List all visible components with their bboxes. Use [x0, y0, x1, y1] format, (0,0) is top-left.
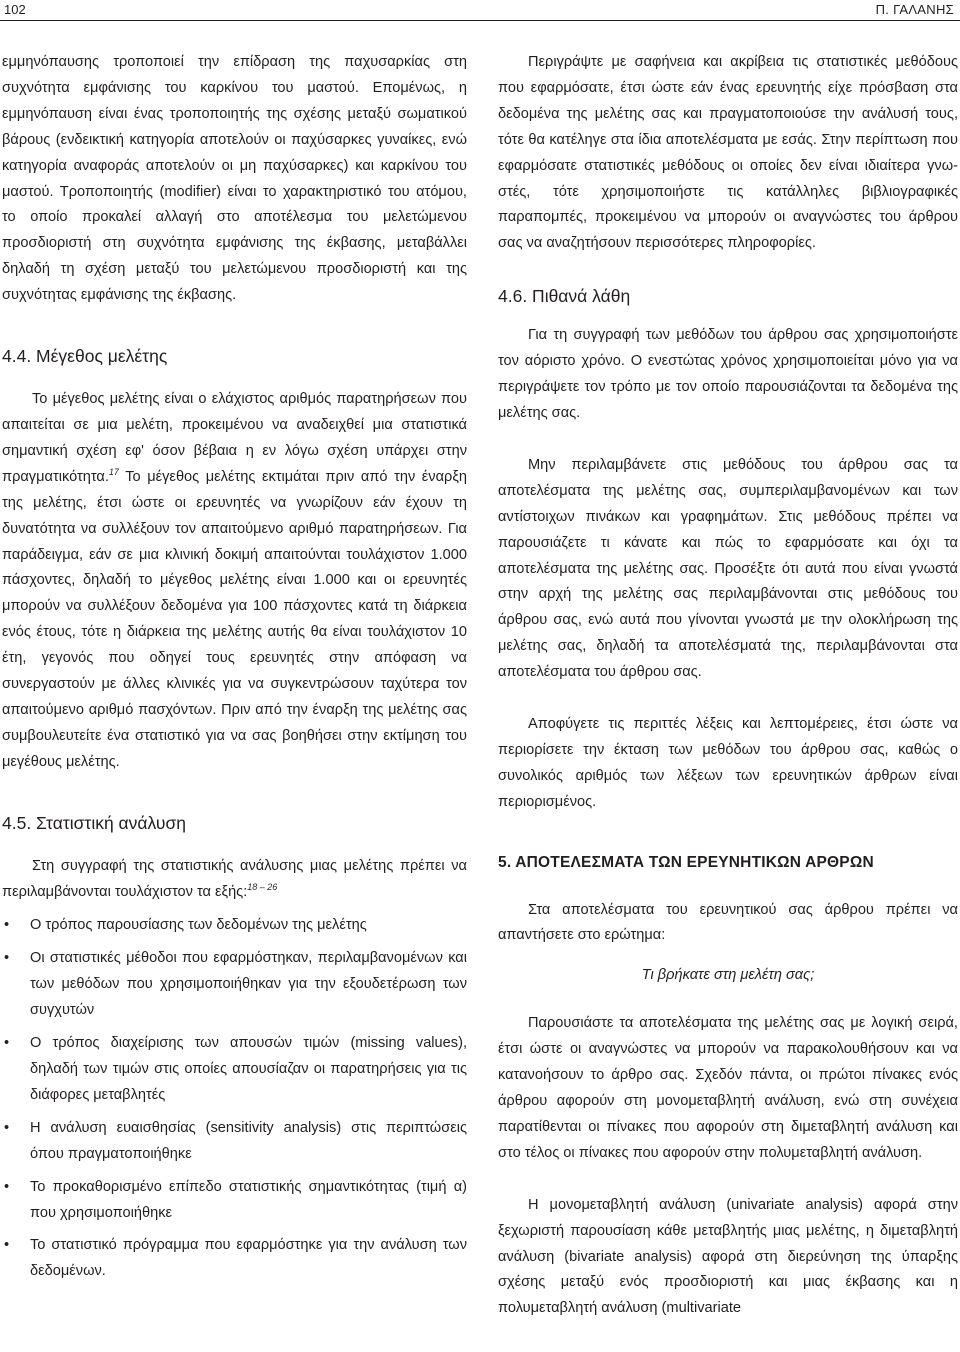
statistical-analysis-list — [2, 913, 467, 1285]
list-item: • Ο τρόπος παρουσίασης των δεδομένων της μελέτης — [2, 913, 467, 939]
paragraph-study-size — [2, 387, 467, 776]
paragraph-results-order: Παρουσιάστε τα αποτελέσματα της μελέτης σας με λογική σειρά, έτσι ώστε οι αναγνώστες να μπορούν να παρακολουθήσουν και να κατανοήσουν το άρθρο σας. Σχεδόν πάντα, οι πρώτοι πίνακες ενός άρθρου αφορούν στη μονομεταβλητή ανάλυση, ενώ στη συνέχεια παρατίθενται οι πίνακες που αφορούν στη διμεταβλητή ανάλυση και στο τέλος οι πίνακες που αφορούν στην πολυμεταβλητή ανάλυση. — [498, 1015, 958, 1161]
header-rule — [0, 20, 960, 21]
section-title-statistical-analysis: 4.5. Στατιστική ανάλυση — [2, 812, 186, 833]
results-question: Τι βρήκατε στη μελέτη σας; — [641, 967, 815, 984]
reference-18-26: 18 – 26 — [247, 881, 278, 892]
list-item: • Οι στατιστικές μέθοδοι που εφαρμόστηκαν, περιλαμβανομένων και των μεθόδων που χρησιμοποιήθηκαν για την εξουδετέρωση των συγχυτών — [2, 946, 467, 1024]
paragraph-describe-methods: Περιγράψτε με σαφήνεια και ακρίβεια τις στατιστικές μεθόδους που εφαρμόσατε, έτσι ώστε εάν ένας ερευνητής είχε πρόσβαση στα δεδομένα της μελέτης σας και πραγματοποιούσε την ανάλυσή τους, τότε θα κατέληγε στα ίδια αποτελέσματα με εσάς. Στην περίπτωση που εφαρμόσατε στατιστικές μεθόδους οι οποίες δεν είναι ιδιαίτερα γνωστές, τότε χρησιμοποιήστε τις κατάλληλες βιβλιογραφικές παραπομπές, προκειμένου να μπορούν οι αναγνώστες του άρθρου σας να αναζητήσουν περισσότερες πληροφορίες. — [498, 54, 958, 252]
paragraph-statistical-analysis-intro — [2, 854, 467, 906]
paragraph-exclude-results: Μην περιλαμβάνετε στις μεθόδους του άρθρου σας τα αποτελέσματα της μελέτης σας, συμπεριλαμβανομένων και των αντίστοιχων πινάκων και γραφημάτων. Στις μεθόδους πρέπει να παρουσιάζετε τι κάνατε και πώς το εφαρμόσατε και όχι τα αποτελέσματα της μελέτης σας. Προσέξτε ότι αυτά που είναι γνωστά στην αρχή της μελέτης σας περιλαμβάνονται στις μεθόδους του άρθρου σας, ενώ αυτά που γίνονται γνωστά με την ολοκλήρωση της μελέτης σας, δηλαδή τα αποτελέσματά της, περιλαμβάνονται στα αποτελέσματα του άρθρου σας. — [498, 456, 958, 681]
list-item: • Ο τρόπος διαχείρισης των απουσών τιμών (missing values), δηλαδή των τιμών στις οποίες απουσίαζαν οι παρατηρήσεις για τις διάφορες μεταβλητές — [2, 1031, 467, 1109]
list-item: • Η ανάλυση ευαισθησίας (sensitivity analysis) στις περιπτώσεις όπου πραγματοποιήθηκε — [2, 1116, 467, 1168]
page-number: 102 — [4, 2, 26, 17]
reference-17: 17 — [108, 466, 119, 477]
stat-intro-text: Στη συγγραφή της στατιστικής ανάλυσης μιας μελέτης πρέπει να περιλαμβάνονται τουλάχιστον τα εξής: — [2, 857, 467, 900]
study-size-text-a: Το μέγεθος μελέτης είναι ο ελάχιστος αριθμός παρατηρήσεων που απαιτείται σε μια μελέτη, προκειμένου να αναδειχθεί μια στατιστικά σημαντική σχέση εφ' όσον βέβαια η εν λόγω σχέση υπάρχει στην πραγματικότητα. — [2, 391, 467, 485]
section-title-study-size: 4.4. Μέγεθος μελέτης — [2, 346, 168, 367]
section-title-results: 5. ΑΠΟΤΕΛΕΣΜΑΤΑ ΤΩΝ ΕΡΕΥΝΗΤΙΚΩΝ ΑΡΘΡΩΝ — [498, 853, 874, 871]
left-column — [2, 50, 467, 1292]
list-item: • Το στατιστικό πρόγραμμα που εφαρμόστηκε για την ανάλυση των δεδομένων. — [2, 1233, 467, 1285]
paragraph-menopause-modifier: εμμηνόπαυσης τροποποιεί την επίδραση της παχυσαρκίας στη συχνότητα εμφάνισης του καρκίνου του μαστού. Επομένως, η εμμηνόπαυση είναι ένας τροποποιητής της σχέσης μεταξύ σωματικού βάρους (ενδεικτική κατηγορία αποτελούν οι παχύσαρκες γυναίκες, ενώ κατηγορία αναφοράς αποτελούν οι μη παχύσαρκες) και καρκίνου του μαστού. Τροποποιητής (modifier) είναι το χαρακτηριστικό του ατόμου, το οποίο προκαλεί αλλαγή στο αποτέλεσμα του μελετώμενου προσδιοριστή στη συχνότητα εμφάνισης της έκβασης, μεταβάλλει δηλαδή τη σχέση μεταξύ του μελετώμενου προσδιοριστή και της συχνότητας εμφάνισης της έκβασης. — [2, 54, 467, 304]
page-header — [0, 0, 960, 22]
paragraph-avoid-verbosity: Αποφύγετε τις περιττές λέξεις και λεπτομέρειες, έτσι ώστε να περιορίσετε την έκταση των μεθόδων του άρθρου σας, καθώς ο συνολικός αριθμός των λέξεων των ερευνητικών άρθρων είναι περιορισμένος. — [498, 716, 958, 810]
paragraph-past-tense: Για τη συγγραφή των μεθόδων του άρθρου σας χρησιμοποιήστε τον αόριστο χρόνο. Ο ενεστώτας χρόνος χρησιμοποιείται μόνο για να περιγράψετε τον τρόπο με τον οποίο παρουσιάζονται τα δεδομένα της μελέτης σας. — [498, 327, 958, 421]
paragraph-univariate-analysis: Η μονομεταβλητή ανάλυση (univariate analysis) αφορά στην ξεχωριστή παρουσίαση κάθε μεταβλητής μιας μελέτης, η διμεταβλητή ανάλυση (bivariate analysis) αφορά στη διερεύνηση της ύπαρξης σχέσης μεταξύ ενός προσδιοριστή και μιας έκβασης και η πολυμεταβλητή ανάλυση (multivariate — [498, 1196, 958, 1317]
running-head-author: Π. ΓΑΛΑΝΗΣ — [875, 2, 954, 17]
right-column — [498, 50, 958, 1322]
section-title-possible-errors: 4.6. Πιθανά λάθη — [498, 286, 631, 307]
paragraph-results-question-intro: Στα αποτελέσματα του ερευνητικού σας άρθρου πρέπει να απαντήσετε στο ερώτημα: — [498, 901, 958, 944]
list-item: • Το προκαθορισμένο επίπεδο στατιστικής σημαντικότητας (τιμή α) που χρησιμοποιήθηκε — [2, 1175, 467, 1227]
study-size-text-b: Το μέγεθος μελέτης εκτιμάται πριν από την έναρξη της μελέτης, έτσι ώστε οι ερευνητές να γνωρίζουν εάν έχουν τη δυνατότητα να συλλέξουν τον απαιτούμενο αριθμό παρατηρήσεων. Για παράδειγμα, εάν σε μια κλινική δοκιμή απαιτούνται τουλάχιστον 1.000 πάσχοντες, δηλαδή το μέγεθος μελέτης είναι 1.000 και οι ερευνητές μπορούν να συλλέξουν δεδομένα για 100 πάσχοντες κατά τη διάρκεια ενός έτους, τότε η διάρκεια της μελέτης αυτής θα είναι τουλάχιστον 10 έτη, γεγονός που οδηγεί τους ερευνητές στην απόφαση να συνεργαστούν με άλλες κλινικές για να συγκεντρώσουν ταχύτερα τον απαιτούμενο αριθμό πασχόντων. Πριν από την έναρξη της μελέτης σας συμβουλευτείτε ένα στατιστικό για να σας βοηθήσει στην εκτίμηση του μεγέθους μελέτης. — [2, 468, 467, 770]
